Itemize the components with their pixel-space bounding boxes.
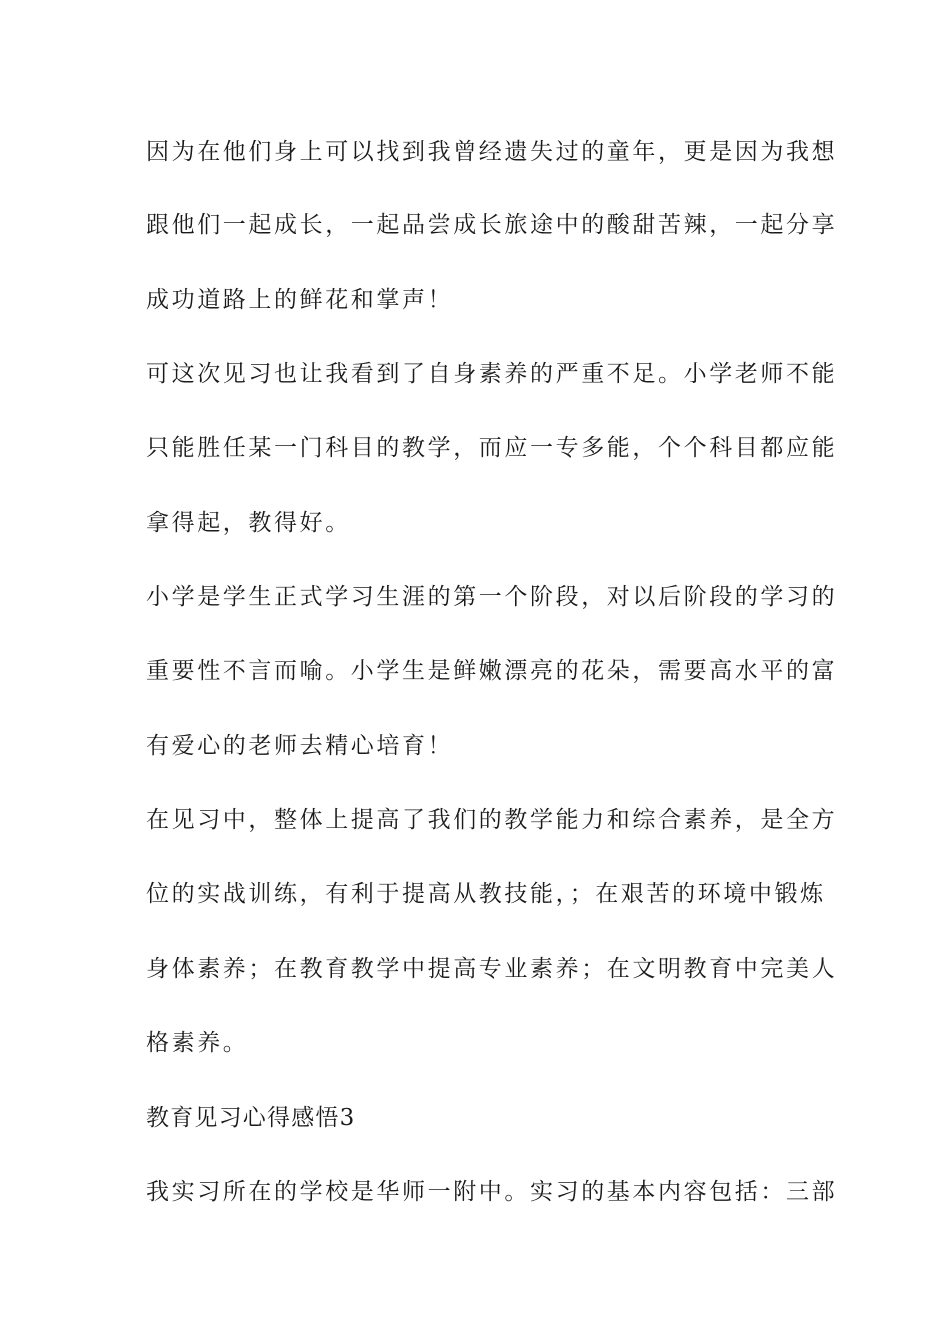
text-line: 小学是学生正式学习生涯的第一个阶段，对以后阶段的学习的: [146, 584, 838, 610]
text-line: 位的实战训练，有利于提高从教技能，；在艰苦的环境中锻炼: [146, 881, 826, 907]
text-line: 在见习中，整体上提高了我们的教学能力和综合素养，是全方: [146, 807, 838, 833]
text-line: 有爱心的老师去精心培育！: [146, 733, 454, 759]
text-line: 身体素养；在教育教学中提高专业素养；在文明教育中完美人: [146, 956, 838, 982]
text-line: 重要性不言而喻。小学生是鲜嫩漂亮的花朵，需要高水平的富: [146, 658, 838, 684]
text-line: 跟他们一起成长，一起品尝成长旅途中的酸甜苦辣，一起分享: [146, 212, 838, 238]
text-line: 拿得起，教得好。: [146, 510, 351, 536]
text-line: 成功道路上的鲜花和掌声！: [146, 287, 454, 313]
text-line: 因为在他们身上可以找到我曾经遗失过的童年，更是因为我想: [146, 139, 838, 165]
text-line: 我实习所在的学校是华师一附中。实习的基本内容包括：三部: [146, 1179, 838, 1205]
section-heading: 教育见习心得感悟3: [146, 1105, 356, 1131]
text-line: 只能胜任某一门科目的教学，而应一专多能，个个科目都应能: [146, 435, 838, 461]
text-line: 格素养。: [146, 1030, 249, 1056]
text-line: 可这次见习也让我看到了自身素养的严重不足。小学老师不能: [146, 361, 838, 387]
